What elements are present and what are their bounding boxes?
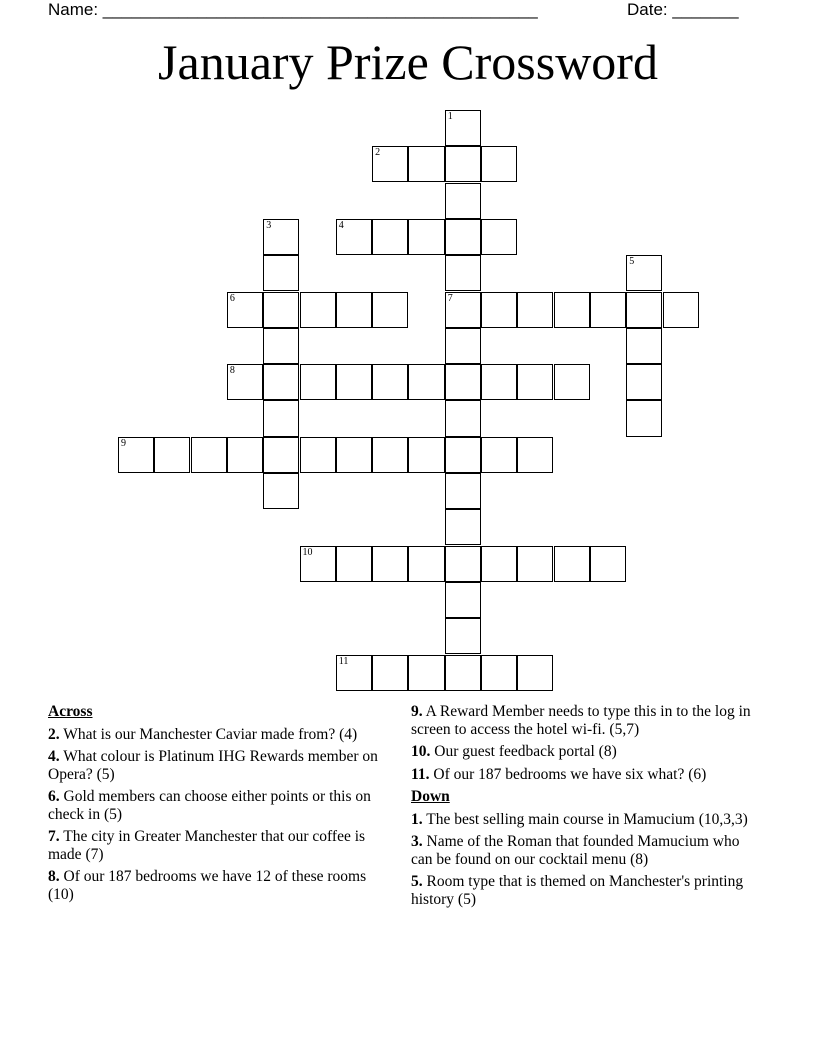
- grid-cell[interactable]: [263, 328, 299, 364]
- grid-cell[interactable]: [263, 437, 299, 473]
- grid-cell[interactable]: [372, 292, 408, 328]
- name-line: Name: ______________________________________________: [48, 0, 538, 19]
- grid-cell[interactable]: [154, 437, 190, 473]
- clue-number: 10: [302, 546, 313, 558]
- grid-cell[interactable]: [554, 546, 590, 582]
- grid-cell[interactable]: [445, 509, 481, 545]
- grid-cell[interactable]: [445, 582, 481, 618]
- grid-cell[interactable]: [263, 219, 299, 255]
- page-title: January Prize Crossword: [158, 34, 658, 90]
- grid-cell[interactable]: [263, 364, 299, 400]
- grid-cell[interactable]: [517, 655, 553, 691]
- clue-number: 8: [229, 365, 235, 377]
- clue-number: 3: [266, 219, 272, 231]
- clue-down-5: 5. Room type that is themed on Manchester's printing history (5): [411, 873, 744, 908]
- grid-cell[interactable]: [300, 437, 336, 473]
- grid-cell[interactable]: [445, 255, 481, 291]
- clue-number: 6: [229, 292, 235, 304]
- grid-cell[interactable]: [372, 655, 408, 691]
- grid-cell[interactable]: [481, 655, 517, 691]
- grid-cell[interactable]: [336, 292, 372, 328]
- grid-cell[interactable]: [263, 473, 299, 509]
- down-heading: Down: [411, 788, 450, 805]
- grid-cell[interactable]: [445, 618, 481, 654]
- clue-number: 4: [338, 219, 344, 231]
- grid-cell[interactable]: [481, 437, 517, 473]
- clue-across-9: 9. A Reward Member needs to type this in to the log in screen to access the hotel wi-fi. (5,7): [411, 703, 751, 738]
- clue-across-8: 8. Of our 187 bedrooms we have 12 of these rooms (10): [48, 868, 367, 903]
- grid-cell[interactable]: [372, 437, 408, 473]
- clue-across-7: 7. The city in Greater Manchester that our coffee is made (7): [48, 828, 366, 863]
- clue-number: 2: [375, 147, 381, 159]
- grid-cell[interactable]: [118, 437, 154, 473]
- clues-right-column: [411, 703, 756, 913]
- grid-cell[interactable]: [445, 546, 481, 582]
- grid-cell[interactable]: [590, 292, 626, 328]
- grid-cell[interactable]: [227, 437, 263, 473]
- grid-cell[interactable]: [300, 364, 336, 400]
- grid-cell[interactable]: [445, 655, 481, 691]
- grid-cell[interactable]: [445, 183, 481, 219]
- grid-cell[interactable]: [300, 546, 336, 582]
- grid-cell[interactable]: [191, 437, 227, 473]
- grid-cell[interactable]: [372, 146, 408, 182]
- clue-across-6: 6. Gold members can choose either points or this on check in (5): [48, 788, 371, 823]
- clue-across-2: 2. What is our Manchester Caviar made from? (4): [48, 725, 358, 743]
- grid-cell[interactable]: [408, 364, 444, 400]
- grid-cell[interactable]: [408, 437, 444, 473]
- grid-cell[interactable]: [626, 400, 662, 436]
- grid-cell[interactable]: [263, 400, 299, 436]
- clue-across-4: 4. What colour is Platinum IHG Rewards member on Opera? (5): [48, 748, 378, 783]
- clue-number: 9: [121, 437, 126, 449]
- grid-cell[interactable]: [445, 110, 481, 146]
- grid-cell[interactable]: [445, 146, 481, 182]
- grid-cell[interactable]: [445, 219, 481, 255]
- grid-cell[interactable]: [372, 219, 408, 255]
- grid-cell[interactable]: [445, 328, 481, 364]
- grid-cell[interactable]: [626, 292, 662, 328]
- grid-cell[interactable]: [227, 364, 263, 400]
- grid-cell[interactable]: [517, 546, 553, 582]
- grid-cell[interactable]: [481, 364, 517, 400]
- grid-cell[interactable]: [517, 292, 553, 328]
- grid-cell[interactable]: [626, 328, 662, 364]
- clues-left-column: [48, 703, 388, 908]
- grid-cell[interactable]: [336, 437, 372, 473]
- grid-cell[interactable]: [336, 364, 372, 400]
- grid-cell[interactable]: [517, 364, 553, 400]
- across-heading: Across: [48, 703, 93, 720]
- grid-cell[interactable]: [372, 364, 408, 400]
- grid-cell[interactable]: [445, 364, 481, 400]
- clue-down-1: 1. The best selling main course in Mamucium (10,3,3): [411, 810, 748, 828]
- grid-cell[interactable]: [336, 219, 372, 255]
- grid-cell[interactable]: [554, 364, 590, 400]
- grid-cell[interactable]: [445, 437, 481, 473]
- grid-cell[interactable]: [445, 400, 481, 436]
- clue-number: 7: [447, 292, 453, 304]
- clue-down-3: 3. Name of the Roman that founded Mamucium who can be found on our cocktail menu (8): [411, 833, 740, 868]
- grid-cell[interactable]: [481, 146, 517, 182]
- grid-cell[interactable]: [481, 292, 517, 328]
- grid-cell[interactable]: [408, 546, 444, 582]
- grid-cell[interactable]: [336, 655, 372, 691]
- grid-cell[interactable]: [336, 546, 372, 582]
- grid-cell[interactable]: [263, 292, 299, 328]
- grid-cell[interactable]: [663, 292, 699, 328]
- clue-number: 5: [629, 256, 635, 268]
- grid-cell[interactable]: [554, 292, 590, 328]
- grid-cell[interactable]: [590, 546, 626, 582]
- grid-cell[interactable]: [445, 473, 481, 509]
- grid-cell[interactable]: [227, 292, 263, 328]
- date-line: Date: _______: [627, 0, 739, 19]
- grid-cell[interactable]: [626, 255, 662, 291]
- grid-cell[interactable]: [408, 655, 444, 691]
- clue-number: 1: [447, 111, 453, 122]
- grid-cell[interactable]: [372, 546, 408, 582]
- clue-across-10: 10. Our guest feedback portal (8): [411, 743, 617, 760]
- grid-cell[interactable]: [626, 364, 662, 400]
- grid-cell[interactable]: [445, 292, 481, 328]
- grid-cell[interactable]: [263, 255, 299, 291]
- grid-cell[interactable]: [517, 437, 553, 473]
- grid-cell[interactable]: [481, 219, 517, 255]
- grid-cell[interactable]: [481, 546, 517, 582]
- clue-number: 11: [338, 655, 349, 667]
- grid-cell[interactable]: [408, 146, 444, 182]
- grid-cell[interactable]: [300, 292, 336, 328]
- clue-across-11: 11. Of our 187 bedrooms we have six what? (6): [411, 765, 707, 783]
- grid-cell[interactable]: [408, 219, 444, 255]
